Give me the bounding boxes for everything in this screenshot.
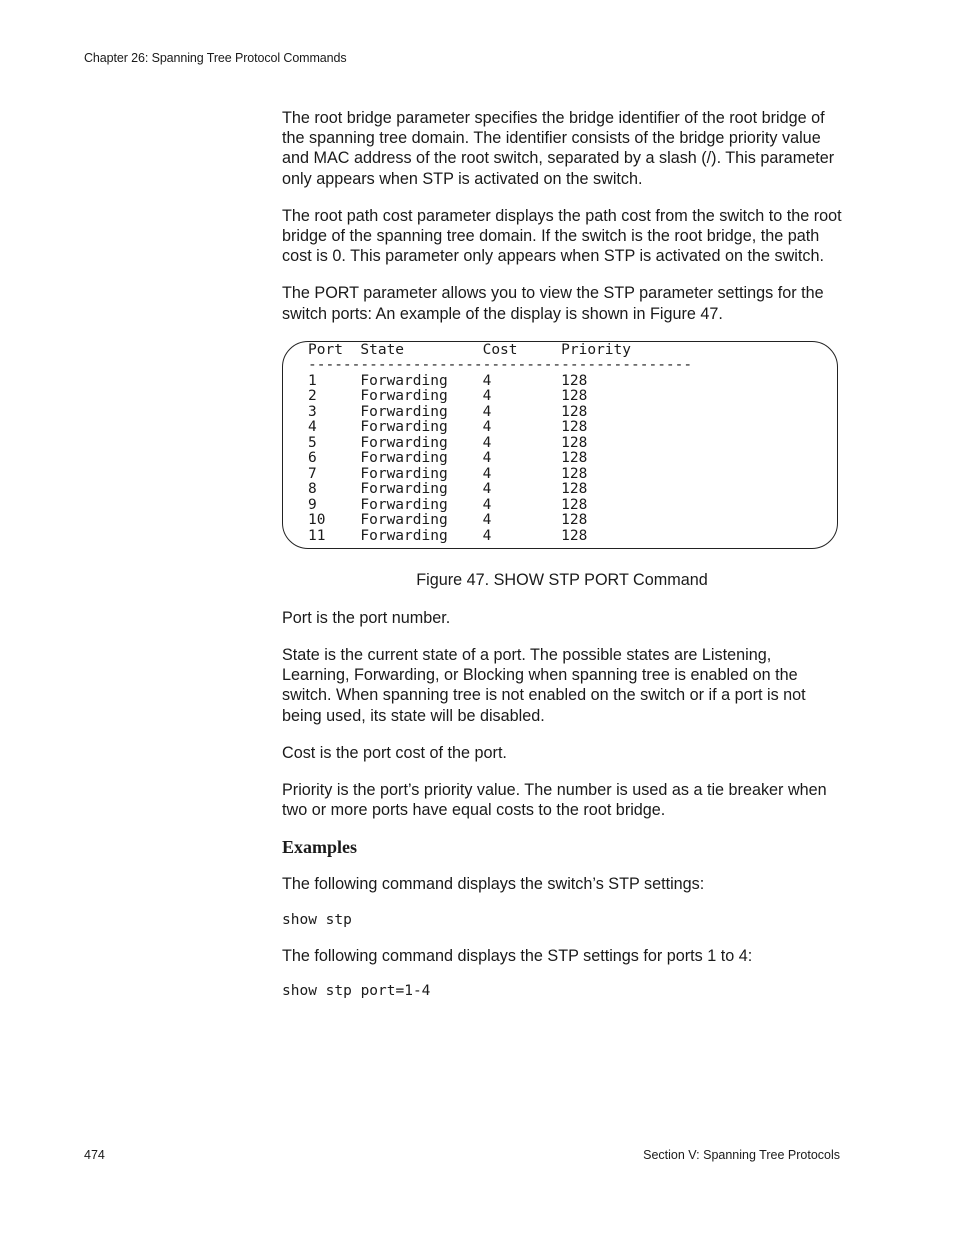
- root-path-cost-paragraph: The root path cost parameter displays the path cost from the switch to the root bridge of the spanning tree domain. If the switch is the root bridge, the path cost is 0. This parameter only appears when STP is activated on the switch.: [282, 206, 842, 266]
- running-header: Chapter 26: Spanning Tree Protocol Commands: [84, 51, 347, 65]
- priority-definition: Priority is the port’s priority value. The number is used as a tie breaker when two or more ports have equal costs to the root bridge.: [282, 781, 827, 820]
- state-definition: State is the current state of a port. The possible states are Listening, Learning, Forwarding, or Blocking when spanning tree is enabled on the switch. When spanning tree is not enabled on the switch or if a port is not being used, its state will be disabled.: [282, 646, 806, 725]
- example2-intro: The following command displays the STP settings for ports 1 to 4:: [282, 946, 753, 965]
- stp-port-figure: [282, 341, 838, 549]
- page-body: [282, 108, 842, 1017]
- cost-definition: Cost is the port cost of the port.: [282, 743, 507, 762]
- stp-port-output: Port State Cost Priority -------------------------------------------- 1 Forwarding 4 128 2 Forwarding 4 128 3 Forwarding 4 128 4 Forwarding 4 128 5 Forwarding 4 128 6 Forwarding 4 128 7 Forwarding 4 128 8 Forwarding 4 128 9 Forwarding 4 128 10 Forwarding 4 128 11 Forwarding 4 128: [308, 341, 693, 544]
- root-bridge-paragraph: The root bridge parameter specifies the bridge identifier of the root bridge of the spanning tree domain. The identifier consists of the bridge priority value and MAC address of the root switch, separated by a slash (/). This parameter only appears when STP is activated on the switch.: [282, 109, 835, 188]
- example1-intro: The following command displays the switch’s STP settings:: [282, 875, 705, 894]
- port-parameter-paragraph: The PORT parameter allows you to view the STP parameter settings for the switch ports: An example of the display is shown in Figure 47.: [282, 284, 824, 323]
- footer-section: Section V: Spanning Tree Protocols: [643, 1148, 840, 1162]
- examples-heading: Examples: [282, 837, 358, 858]
- port-definition: Port is the port number.: [282, 608, 451, 627]
- example1-command: show stp: [282, 911, 352, 928]
- figure-caption: Figure 47. SHOW STP PORT Command: [416, 570, 708, 589]
- example2-command: show stp port=1-4: [282, 982, 431, 999]
- page-number: 474: [84, 1148, 105, 1162]
